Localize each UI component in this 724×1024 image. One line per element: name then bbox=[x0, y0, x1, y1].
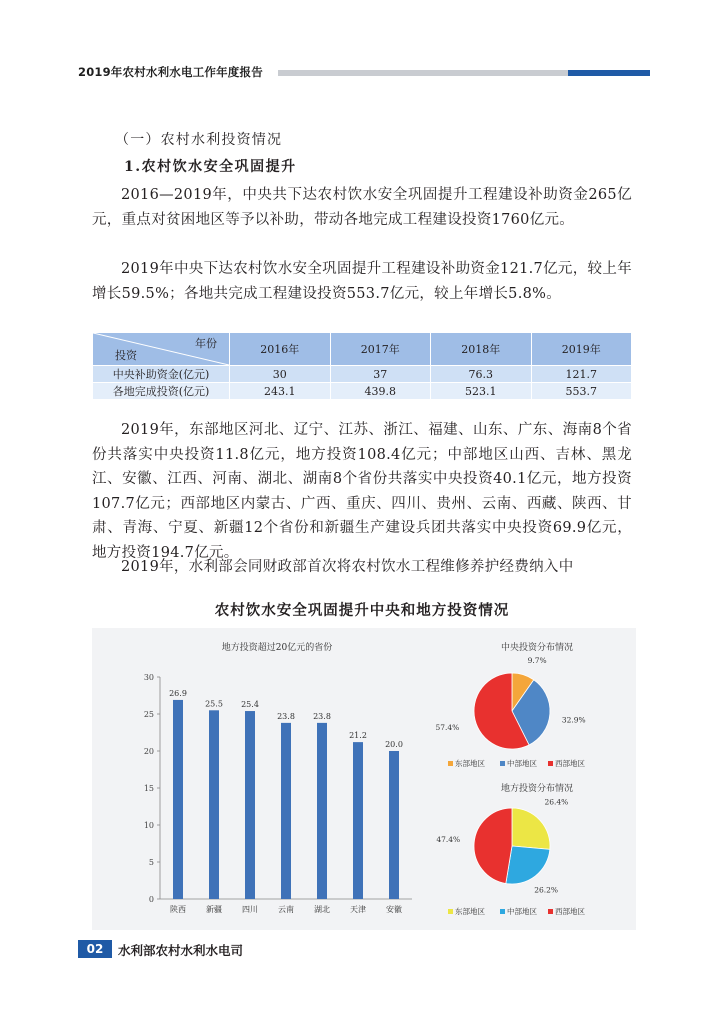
bar-chart-axes bbox=[144, 673, 412, 904]
figure-panel bbox=[92, 628, 636, 930]
table-cell: 553.7 bbox=[531, 383, 632, 400]
table-cell: 121.7 bbox=[531, 366, 632, 383]
legend-label: 西部地区 bbox=[555, 759, 585, 768]
pie-local bbox=[436, 797, 568, 894]
table-row bbox=[93, 383, 632, 400]
table-cell: 243.1 bbox=[230, 383, 331, 400]
table-cell: 523.1 bbox=[431, 383, 532, 400]
corner-year-label: 年份 bbox=[195, 337, 217, 350]
y-tick-label: 5 bbox=[148, 858, 154, 867]
bar bbox=[281, 723, 291, 899]
legend-swatch bbox=[500, 761, 505, 766]
legend-label: 东部地区 bbox=[455, 907, 485, 916]
legend-label: 西部地区 bbox=[555, 907, 585, 916]
legend-swatch bbox=[548, 761, 553, 766]
table-row-label: 中央补助资金(亿元) bbox=[93, 366, 230, 383]
bar-chart-title: 地方投资超过20亿元的省份 bbox=[221, 643, 333, 653]
y-tick-label: 25 bbox=[143, 710, 154, 719]
pie-slice-label: 9.7% bbox=[527, 655, 547, 665]
bar bbox=[353, 742, 363, 899]
report-title: 2019年农村水利水电工作年度报告 bbox=[78, 65, 263, 79]
page-header bbox=[78, 64, 650, 82]
bar bbox=[389, 751, 399, 899]
pie-slice bbox=[506, 846, 550, 884]
pie-local-legend bbox=[448, 906, 585, 916]
legend-swatch bbox=[448, 761, 453, 766]
table-header-row bbox=[93, 333, 632, 366]
subsection-title: 1.农村饮水安全巩固提升 bbox=[124, 159, 297, 175]
section-title: （一）农村水利投资情况 bbox=[115, 132, 283, 148]
header-rule bbox=[278, 70, 650, 76]
pie-slice-label: 32.9% bbox=[561, 715, 586, 725]
pie-slice-label: 26.4% bbox=[544, 797, 569, 807]
x-category-label: 四川 bbox=[242, 905, 258, 914]
pie-central-title: 中央投资分布情况 bbox=[500, 643, 574, 653]
paragraph: 2019年，水利部会同财政部首次将农村饮水工程维修养护经费纳入中 bbox=[121, 559, 574, 575]
bar-value-label: 21.2 bbox=[349, 731, 367, 741]
pie-slice-label: 57.4% bbox=[435, 723, 460, 733]
y-tick-label: 0 bbox=[148, 895, 154, 904]
pie-slice bbox=[512, 808, 550, 849]
x-category-label: 天津 bbox=[350, 905, 366, 914]
legend-label: 东部地区 bbox=[455, 759, 485, 768]
pie-slice bbox=[474, 808, 512, 883]
x-category-label: 云南 bbox=[278, 905, 294, 914]
bar-value-label: 20.0 bbox=[385, 740, 403, 749]
bar-chart-bars bbox=[169, 689, 403, 914]
header-rule-accent bbox=[568, 70, 650, 76]
investment-table bbox=[92, 332, 632, 400]
paragraph: 2019年，东部地区河北、辽宁、江苏、浙江、福建、山东、广东、海南8个省份共落实中央投资11.8亿元，地方投资108.4亿元；中部地区山西、吉林、黑龙江、安徽、江西、河南、湖北、湖南8个省份共落实中央投资40.1亿元，地方投资107.7亿元；西部地区内蒙古、广西、重庆、四川、贵州、云南、西藏、陕西、甘肃、青海、宁夏、新疆12个省份和新疆生产建设兵团共落实中央投资69.9亿元，地方投资194.7亿元。 bbox=[92, 422, 632, 561]
bar bbox=[209, 710, 219, 899]
bar bbox=[317, 723, 327, 899]
table-cell: 30 bbox=[230, 366, 331, 383]
paragraph: 2019年中央下达农村饮水安全巩固提升工程建设补助资金121.7亿元，较上年增长59.5%；各地共完成工程建设投资553.7亿元，较上年增长5.8%。 bbox=[92, 261, 632, 302]
table-header-cell: 2019年 bbox=[531, 333, 632, 366]
bar-value-label: 25.4 bbox=[241, 700, 259, 710]
table-header-cell: 2016年 bbox=[230, 333, 331, 366]
x-category-label: 陕西 bbox=[170, 905, 186, 914]
table-header-cell: 2017年 bbox=[330, 333, 431, 366]
table-header-cell: 2018年 bbox=[431, 333, 532, 366]
legend-label: 中部地区 bbox=[507, 907, 537, 916]
bar-value-label: 25.5 bbox=[205, 699, 223, 709]
paragraph: 2016—2019年，中央共下达农村饮水安全巩固提升工程建设补助资金265亿元，重点对贫困地区等予以补助，带动各地完成工程建设投资1760亿元。 bbox=[92, 187, 632, 228]
x-category-label: 新疆 bbox=[206, 905, 222, 914]
y-tick-label: 15 bbox=[143, 784, 154, 793]
x-category-label: 湖北 bbox=[314, 905, 330, 914]
legend-swatch bbox=[448, 909, 453, 914]
bar bbox=[173, 700, 183, 899]
bar-value-label: 23.8 bbox=[313, 711, 331, 721]
table-cell: 439.8 bbox=[330, 383, 431, 400]
pie-slice-label: 47.4% bbox=[436, 835, 461, 845]
bar-value-label: 23.8 bbox=[277, 711, 295, 721]
page-number: 02 bbox=[78, 940, 112, 958]
x-category-label: 安徽 bbox=[386, 905, 402, 914]
table-cell: 76.3 bbox=[431, 366, 532, 383]
bar bbox=[245, 711, 255, 899]
y-tick-label: 20 bbox=[143, 747, 154, 756]
corner-investment-label: 投资 bbox=[115, 349, 137, 362]
figure-svg bbox=[92, 628, 636, 930]
legend-swatch bbox=[548, 909, 553, 914]
pie-central bbox=[435, 656, 585, 749]
page-footer bbox=[78, 940, 650, 958]
y-tick-label: 10 bbox=[143, 821, 154, 830]
table-cell: 37 bbox=[330, 366, 431, 383]
pie-slice-label: 26.2% bbox=[534, 885, 559, 895]
legend-label: 中部地区 bbox=[507, 759, 537, 768]
table-corner-cell bbox=[93, 333, 230, 366]
pie-local-title: 地方投资分布情况 bbox=[500, 784, 574, 794]
footer-org: 水利部农村水利水电司 bbox=[118, 943, 244, 958]
table-row-label: 各地完成投资(亿元) bbox=[93, 383, 230, 400]
table-row bbox=[93, 366, 632, 383]
legend-swatch bbox=[500, 909, 505, 914]
bar-value-label: 26.9 bbox=[169, 688, 187, 698]
y-tick-label: 30 bbox=[143, 673, 154, 682]
pie-central-legend bbox=[448, 758, 585, 768]
figure-title: 农村饮水安全巩固提升中央和地方投资情况 bbox=[214, 603, 510, 619]
